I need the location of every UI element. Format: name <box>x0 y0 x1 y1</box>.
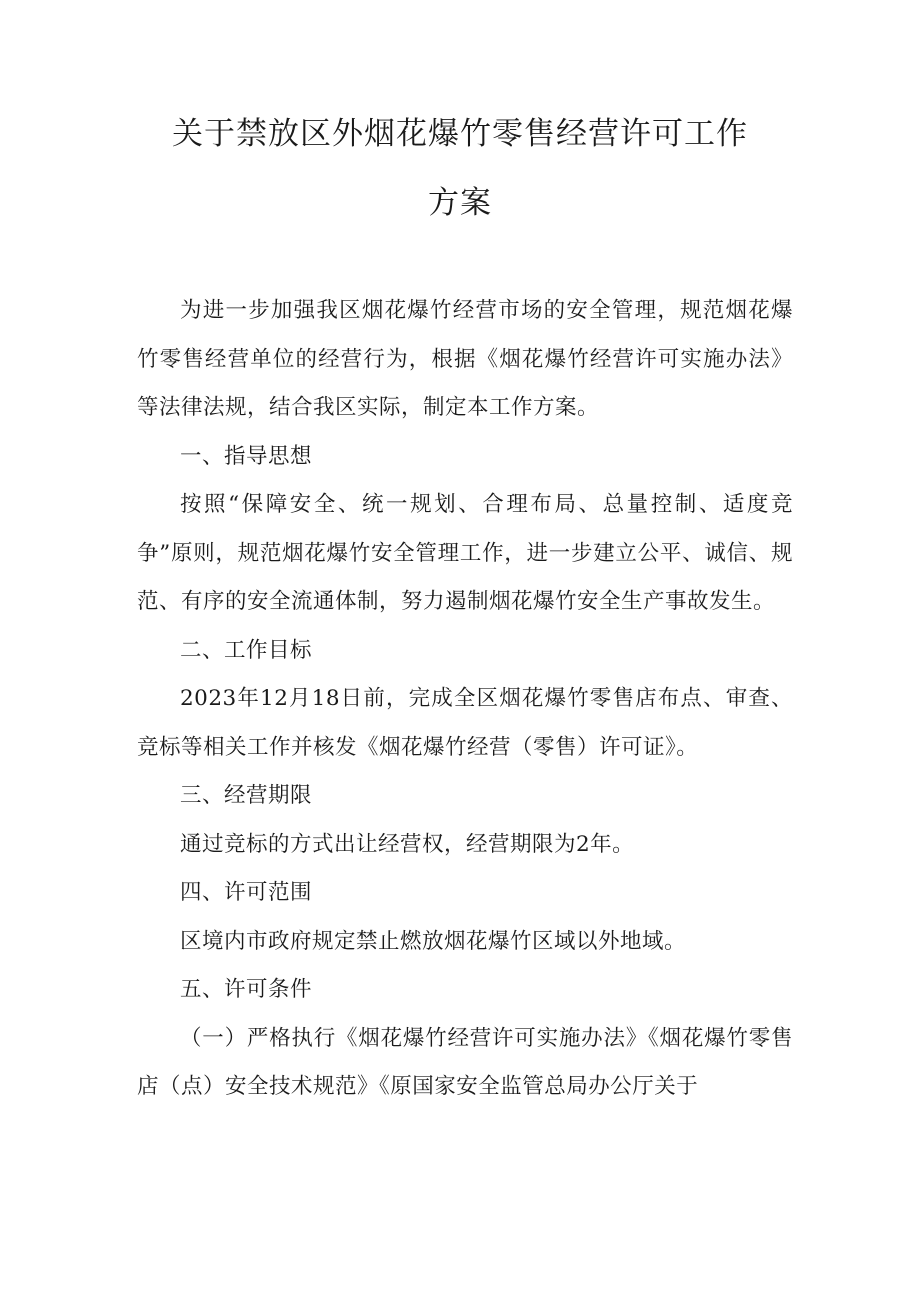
document-body <box>137 287 793 1112</box>
section-heading-license-scope: 四、许可范围 <box>180 880 313 905</box>
section-heading-guiding-ideology: 一、指导思想 <box>180 443 313 469</box>
section-heading-license-conditions: 五、许可条件 <box>180 977 313 1002</box>
section-heading-work-goal: 二、工作目标 <box>180 637 313 663</box>
license-scope-paragraph: 区境内市政府规定禁止燃放烟花爆竹区域以外地域。 <box>180 928 687 954</box>
operating-period-paragraph: 通过竞标的方式出让经营权，经营期限为2年。 <box>180 831 635 857</box>
document-title-line-1: 关于禁放区外烟花爆竹零售经营许可工作 <box>172 116 748 152</box>
license-conditions-paragraph: （一）严格执行《烟花爆竹经营许可实施办法》《烟花爆竹零售店（点）安全技术规范》《原国家安全监管总局办公厅关于 <box>137 1025 793 1099</box>
intro-paragraph: 为进一步加强我区烟花爆竹经营市场的安全管理，规范烟花爆竹零售经营单位的经营行为，根据《烟花爆竹经营许可实施办法》等法律法规，结合我区实际，制定本工作方案。 <box>137 298 793 420</box>
section-heading-operating-period: 三、经营期限 <box>180 783 313 808</box>
guiding-ideology-paragraph: 按照“保障安全、统一规划、合理布局、总量控制、适度竞争”原则，规范烟花爆竹安全管理工作，进一步建立公平、诚信、规范、有序的安全流通体制，努力遏制烟花爆竹安全生产事故发生。 <box>137 492 793 614</box>
document-title-line-2: 方案 <box>428 185 492 221</box>
work-goal-paragraph: 2023年12月18日前，完成全区烟花爆竹零售店布点、审查、竞标等相关工作并核发《烟花爆竹经营（零售）许可证》。 <box>137 686 793 760</box>
